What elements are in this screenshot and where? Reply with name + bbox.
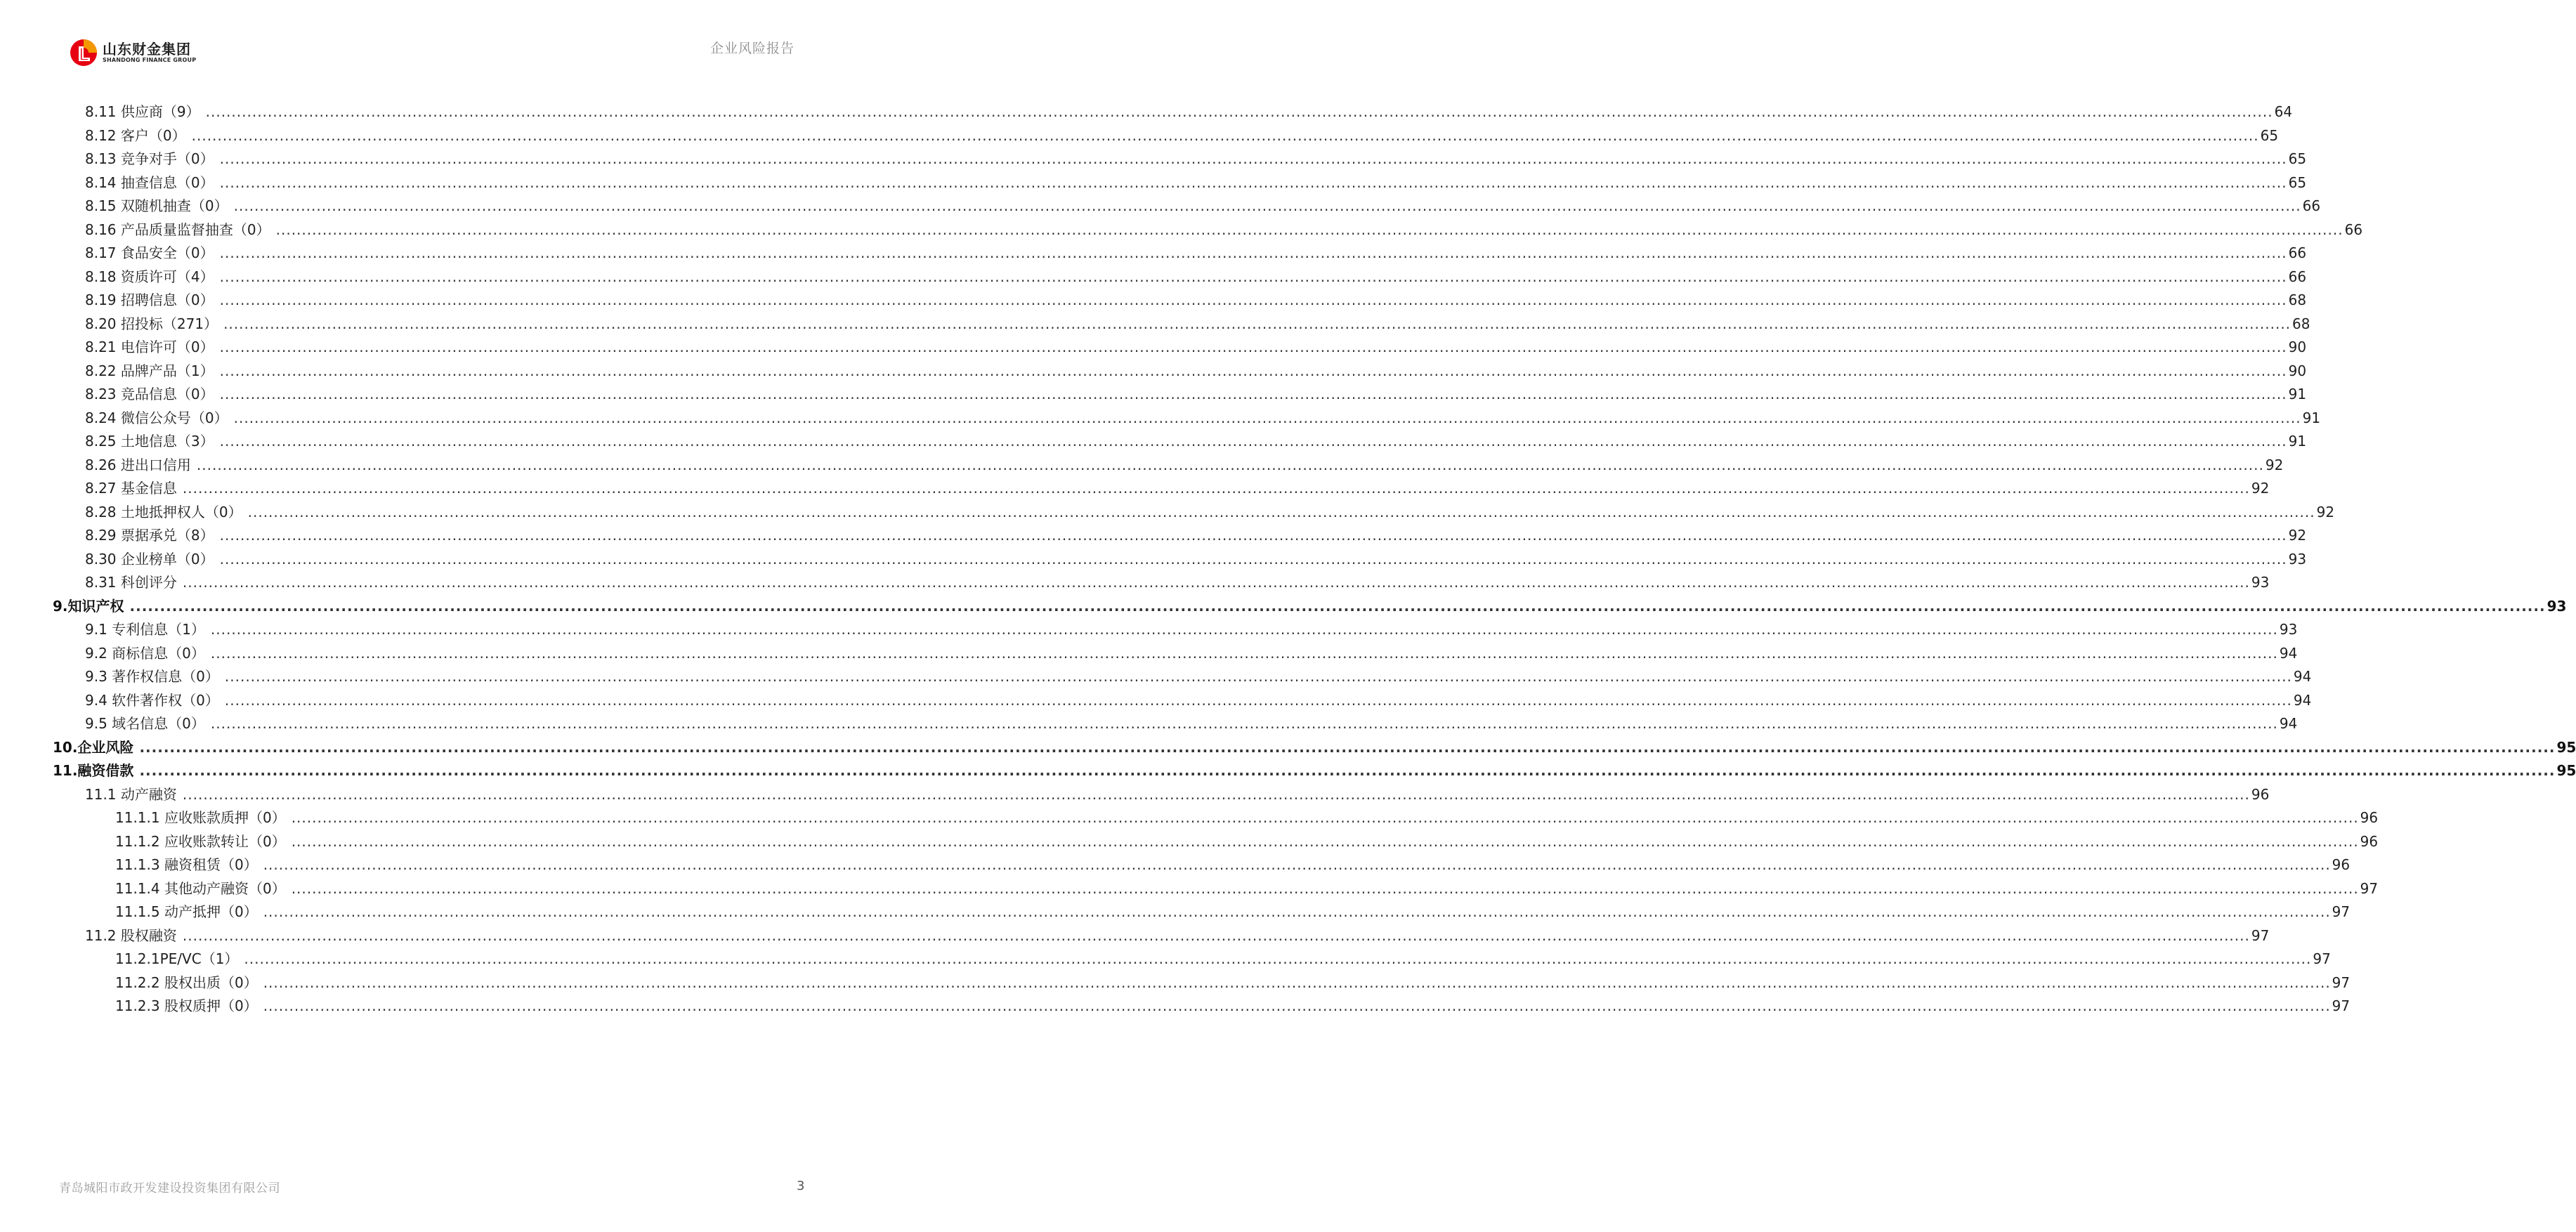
toc-leader-dots: ................................................................................................................................................................................................................................................................................................................................................................................................................ xyxy=(210,715,2278,732)
toc-leader-dots: ................................................................................................................................................................................................................................................................................................................................................................................................................ xyxy=(196,456,2264,473)
footer-company-name: 青岛城阳市政开发建设投资集团有限公司 xyxy=(59,1181,280,1195)
toc-entry-page: 96 xyxy=(2360,809,2379,826)
toc-entry[interactable] xyxy=(115,972,2351,993)
toc-entry[interactable] xyxy=(85,549,2307,570)
toc-entry[interactable] xyxy=(53,596,2567,617)
toc-entry[interactable] xyxy=(85,690,2312,711)
toc-entry-label: 11.2.2 股权出质（0） xyxy=(115,974,258,991)
toc-leader-dots: ................................................................................................................................................................................................................................................................................................................................................................................................................ xyxy=(219,268,2287,285)
toc-leader-dots: ................................................................................................................................................................................................................................................................................................................................................................................................................ xyxy=(263,856,2331,873)
toc-leader-dots: ................................................................................................................................................................................................................................................................................................................................................................................................................ xyxy=(223,315,2291,332)
toc-leader-dots: ................................................................................................................................................................................................................................................................................................................................................................................................................ xyxy=(219,173,2287,191)
toc-entry[interactable] xyxy=(115,854,2351,875)
toc-leader-dots: ................................................................................................................................................................................................................................................................................................................................................................................................................ xyxy=(233,197,2301,214)
toc-entry-label: 8.28 土地抵押权人（0） xyxy=(85,503,242,520)
toc-leader-dots: ................................................................................................................................................................................................................................................................................................................................................................................................................ xyxy=(219,386,2287,402)
toc-entry[interactable] xyxy=(85,572,2270,593)
toc-leader-dots: ................................................................................................................................................................................................................................................................................................................................................................................................................ xyxy=(291,879,2359,897)
toc-entry[interactable] xyxy=(85,784,2270,805)
logo-chinese-name: 山东财金集团 xyxy=(103,41,191,58)
toc-entry-page: 97 xyxy=(2251,926,2270,944)
toc-entry[interactable] xyxy=(85,925,2270,946)
toc-entry[interactable] xyxy=(115,995,2351,1016)
toc-leader-dots: ................................................................................................................................................................................................................................................................................................................................................................................................................ xyxy=(219,291,2287,308)
toc-entry-label: 11.2.1PE/VC（1） xyxy=(115,950,239,967)
toc-entry-page: 91 xyxy=(2302,409,2321,426)
toc-entry-label: 11.1 动产融资 xyxy=(85,785,177,803)
toc-entry-label: 10.企业风险 xyxy=(53,738,134,756)
toc-entry-page: 96 xyxy=(2332,856,2351,873)
toc-entry-label: 8.17 食品安全（0） xyxy=(85,244,214,261)
toc-leader-dots: ................................................................................................................................................................................................................................................................................................................................................................................................................ xyxy=(224,668,2292,685)
toc-entry-label: 8.18 资质许可（4） xyxy=(85,268,214,285)
toc-leader-dots: ................................................................................................................................................................................................................................................................................................................................................................................................................ xyxy=(182,785,2250,803)
toc-entry-page: 92 xyxy=(2251,480,2270,497)
toc-entry[interactable] xyxy=(115,948,2331,969)
toc-leader-dots: ................................................................................................................................................................................................................................................................................................................................................................................................................ xyxy=(205,103,2273,120)
toc-entry-page: 94 xyxy=(2293,668,2312,685)
toc-entry[interactable] xyxy=(85,101,2293,122)
toc-entry-label: 8.26 进出口信用 xyxy=(85,456,191,473)
toc-entry[interactable] xyxy=(85,619,2298,640)
toc-entry-label: 11.融资借款 xyxy=(53,762,134,779)
toc-entry-page: 97 xyxy=(2332,974,2351,991)
toc-entry-label: 9.知识产权 xyxy=(53,597,124,615)
company-logo xyxy=(69,35,196,70)
toc-entry-page: 65 xyxy=(2288,150,2307,167)
toc-entry-page: 93 xyxy=(2251,574,2270,591)
toc-entry-label: 8.29 票据承兑（8） xyxy=(85,527,214,544)
toc-entry-label: 11.2 股权融资 xyxy=(85,926,177,944)
toc-entry-label: 11.1.1 应收账款质押（0） xyxy=(115,809,286,826)
toc-leader-dots: ................................................................................................................................................................................................................................................................................................................................................................................................................ xyxy=(139,762,2556,779)
toc-entry[interactable] xyxy=(115,831,2379,852)
toc-entry[interactable] xyxy=(85,336,2307,358)
toc-entry-label: 9.2 商标信息（0） xyxy=(85,644,205,662)
toc-entry-page: 94 xyxy=(2279,715,2298,732)
toc-leader-dots: ................................................................................................................................................................................................................................................................................................................................................................................................................ xyxy=(182,574,2250,591)
toc-entry-label: 8.23 竞品信息（0） xyxy=(85,386,214,402)
toc-entry[interactable] xyxy=(85,266,2307,287)
toc-entry[interactable] xyxy=(85,525,2307,546)
toc-entry-page: 96 xyxy=(2251,785,2270,803)
toc-entry-label: 11.2.3 股权质押（0） xyxy=(115,997,258,1014)
report-type-label: 企业风险报告 xyxy=(710,41,795,56)
toc-entry-page: 94 xyxy=(2279,644,2298,662)
toc-leader-dots: ................................................................................................................................................................................................................................................................................................................................................................................................................ xyxy=(219,527,2287,544)
toc-entry-label: 8.15 双随机抽查（0） xyxy=(85,197,228,214)
footer-page-number: 3 xyxy=(797,1179,805,1193)
toc-entry[interactable] xyxy=(53,760,2576,781)
toc-entry-page: 97 xyxy=(2360,879,2379,897)
toc-leader-dots: ................................................................................................................................................................................................................................................................................................................................................................................................................ xyxy=(139,738,2556,756)
toc-entry-page: 66 xyxy=(2344,221,2363,238)
toc-entry-page: 90 xyxy=(2288,362,2307,379)
toc-entry-page: 65 xyxy=(2288,173,2307,191)
toc-leader-dots: ................................................................................................................................................................................................................................................................................................................................................................................................................ xyxy=(219,362,2287,379)
toc-entry-page: 93 xyxy=(2288,550,2307,568)
toc-leader-dots: ................................................................................................................................................................................................................................................................................................................................................................................................................ xyxy=(219,339,2287,355)
toc-entry-label: 8.30 企业榜单（0） xyxy=(85,550,214,568)
toc-entry-page: 97 xyxy=(2332,903,2351,920)
toc-entry-label: 8.22 品牌产品（1） xyxy=(85,362,214,379)
toc-leader-dots: ................................................................................................................................................................................................................................................................................................................................................................................................................ xyxy=(129,597,2546,615)
toc-entry-page: 64 xyxy=(2274,103,2293,120)
logo-english-name: SHANDONG FINANCE GROUP xyxy=(103,57,197,63)
toc-leader-dots: ................................................................................................................................................................................................................................................................................................................................................................................................................ xyxy=(182,926,2250,944)
toc-leader-dots: ................................................................................................................................................................................................................................................................................................................................................................................................................ xyxy=(263,903,2331,920)
toc-entry[interactable] xyxy=(85,289,2307,310)
toc-entry[interactable] xyxy=(85,172,2307,193)
toc-entry-label: 9.3 著作权信息（0） xyxy=(85,668,219,685)
toc-leader-dots: ................................................................................................................................................................................................................................................................................................................................................................................................................ xyxy=(191,126,2259,144)
toc-entry[interactable] xyxy=(115,901,2351,922)
toc-entry-page: 94 xyxy=(2293,691,2312,709)
toc-leader-dots: ................................................................................................................................................................................................................................................................................................................................................................................................................ xyxy=(182,480,2250,497)
toc-leader-dots: ................................................................................................................................................................................................................................................................................................................................................................................................................ xyxy=(219,433,2287,450)
toc-entry[interactable] xyxy=(85,713,2298,734)
toc-entry[interactable] xyxy=(85,125,2279,146)
toc-entry-label: 11.1.3 融资租赁（0） xyxy=(115,856,258,873)
toc-entry-page: 93 xyxy=(2546,597,2567,615)
toc-leader-dots: ................................................................................................................................................................................................................................................................................................................................................................................................................ xyxy=(291,809,2359,826)
toc-entry[interactable] xyxy=(85,148,2307,169)
toc-leader-dots: ................................................................................................................................................................................................................................................................................................................................................................................................................ xyxy=(219,550,2287,568)
toc-leader-dots: ................................................................................................................................................................................................................................................................................................................................................................................................................ xyxy=(219,244,2287,261)
toc-entry-label: 8.21 电信许可（0） xyxy=(85,339,214,355)
toc-entry[interactable] xyxy=(85,666,2312,687)
shandong-finance-logo-icon xyxy=(69,38,98,67)
toc-entry[interactable] xyxy=(85,313,2310,334)
toc-entry[interactable] xyxy=(85,502,2335,523)
toc-entry-page: 97 xyxy=(2313,950,2331,967)
toc-entry[interactable] xyxy=(85,643,2298,664)
toc-entry-label: 8.24 微信公众号（0） xyxy=(85,409,228,426)
toc-entry-page: 68 xyxy=(2288,291,2307,308)
toc-entry-page: 92 xyxy=(2265,456,2284,473)
toc-entry-label: 8.16 产品质量监督抽查（0） xyxy=(85,221,270,238)
toc-entry-page: 66 xyxy=(2302,197,2321,214)
toc-entry-label: 8.19 招聘信息（0） xyxy=(85,291,214,308)
toc-entry-label: 9.4 软件著作权（0） xyxy=(85,691,219,709)
toc-leader-dots: ................................................................................................................................................................................................................................................................................................................................................................................................................ xyxy=(247,503,2315,520)
toc-entry-page: 95 xyxy=(2556,738,2576,756)
toc-leader-dots: ................................................................................................................................................................................................................................................................................................................................................................................................................ xyxy=(263,974,2331,991)
toc-entry-page: 91 xyxy=(2288,433,2307,450)
toc-entry[interactable] xyxy=(85,219,2363,240)
toc-entry-label: 8.25 土地信息（3） xyxy=(85,433,214,450)
toc-entry-label: 8.27 基金信息 xyxy=(85,480,177,497)
toc-leader-dots: ................................................................................................................................................................................................................................................................................................................................................................................................................ xyxy=(291,832,2359,850)
toc-entry-page: 90 xyxy=(2288,339,2307,355)
toc-entry-label: 11.1.2 应收账款转让（0） xyxy=(115,832,286,850)
toc-entry[interactable] xyxy=(85,478,2270,499)
toc-entry-label: 9.5 域名信息（0） xyxy=(85,715,205,732)
toc-leader-dots: ................................................................................................................................................................................................................................................................................................................................................................................................................ xyxy=(219,150,2287,167)
toc-entry[interactable] xyxy=(115,878,2379,899)
toc-entry[interactable] xyxy=(85,431,2307,452)
toc-leader-dots: ................................................................................................................................................................................................................................................................................................................................................................................................................ xyxy=(244,950,2312,967)
toc-entry-page: 68 xyxy=(2292,315,2310,332)
toc-entry-label: 8.31 科创评分 xyxy=(85,574,177,591)
toc-entry-page: 65 xyxy=(2260,126,2279,144)
toc-leader-dots: ................................................................................................................................................................................................................................................................................................................................................................................................................ xyxy=(263,997,2331,1014)
toc-entry-label: 8.12 客户（0） xyxy=(85,126,186,144)
toc-entry[interactable] xyxy=(85,195,2321,216)
page-header xyxy=(0,0,872,77)
toc-entry-page: 92 xyxy=(2316,503,2335,520)
toc-entry-page: 96 xyxy=(2360,832,2379,850)
toc-entry[interactable] xyxy=(85,360,2307,381)
toc-leader-dots: ................................................................................................................................................................................................................................................................................................................................................................................................................ xyxy=(224,691,2292,709)
toc-entry-page: 93 xyxy=(2279,621,2298,638)
toc-leader-dots: ................................................................................................................................................................................................................................................................................................................................................................................................................ xyxy=(275,221,2343,238)
toc-entry[interactable] xyxy=(85,384,2307,405)
toc-entry[interactable] xyxy=(85,454,2284,476)
toc-entry-label: 8.20 招投标（271） xyxy=(85,315,218,332)
toc-entry[interactable] xyxy=(85,407,2321,428)
toc-entry[interactable] xyxy=(115,807,2379,828)
toc-entry-label: 11.1.4 其他动产融资（0） xyxy=(115,879,286,897)
toc-entry-label: 11.1.5 动产抵押（0） xyxy=(115,903,258,920)
toc-entry-page: 97 xyxy=(2332,997,2351,1014)
toc-entry-page: 92 xyxy=(2288,527,2307,544)
toc-leader-dots: ................................................................................................................................................................................................................................................................................................................................................................................................................ xyxy=(210,621,2278,638)
toc-entry[interactable] xyxy=(85,242,2307,263)
toc-entry-page: 66 xyxy=(2288,268,2307,285)
toc-entry-label: 8.14 抽查信息（0） xyxy=(85,173,214,191)
toc-entry-page: 66 xyxy=(2288,244,2307,261)
toc-entry[interactable] xyxy=(53,737,2576,758)
toc-entry-label: 9.1 专利信息（1） xyxy=(85,621,205,638)
toc-entry-page: 95 xyxy=(2556,762,2576,779)
toc-entry-label: 8.11 供应商（9） xyxy=(85,103,200,120)
toc-entry-label: 8.13 竞争对手（0） xyxy=(85,150,214,167)
toc-leader-dots: ................................................................................................................................................................................................................................................................................................................................................................................................................ xyxy=(233,409,2301,426)
toc-entry-page: 91 xyxy=(2288,386,2307,402)
toc-leader-dots: ................................................................................................................................................................................................................................................................................................................................................................................................................ xyxy=(210,644,2278,662)
